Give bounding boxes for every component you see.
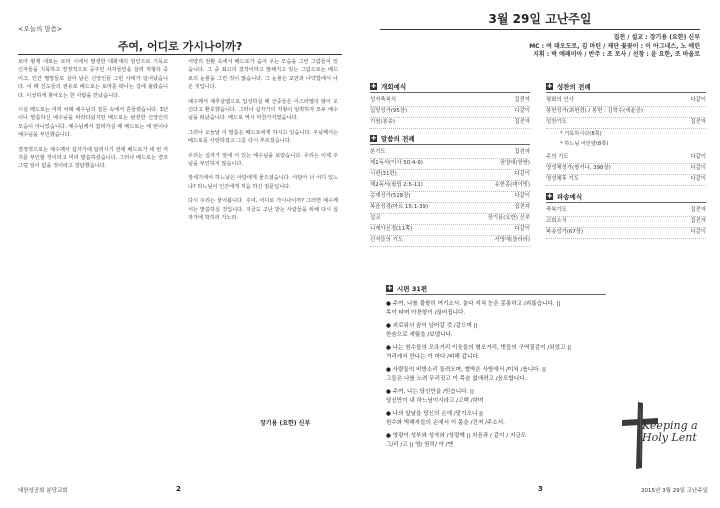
sermon-paragraph: 결정적으로는 예수께서 십자가에 달리시기 전에 베드로가 세 번 저지를 부인할 것이라고 미리 말씀하셨습니다. 그러나 베드로는 결코 그럴 일이 없을 것이라고 장담했습니다. [18, 146, 168, 170]
order-row: 복음성경(마르 15:1-39) 집전자 [370, 202, 530, 214]
psalm-text [386, 300, 606, 450]
section-divider [546, 92, 706, 93]
word-section-heading: ✚ 말씀의 전례 [370, 135, 415, 143]
order-row: 주의 기도 다같이 [546, 152, 706, 164]
psalm-line: ● 주여, 나를 불쌍히 여기소서. 울다 지쳐 눈은 몽롱하고 /괴롭습니다. || [386, 301, 561, 307]
sermon-paragraph: 예수께서 예루살렘으로 입성하실 때 군중들은 이스라엘의 왕이 오신다고 환호했습니다. 그러나 십자가의 처형이 임박하자 모두 예수님을 떠났습니다. 베드로 역시 마찬가지였습니다. [188, 98, 338, 122]
order-row: 설교 장기용(요한) 신부 [370, 213, 530, 225]
psalm-line: 그/리 /고 || 영/ 원히/ 아 /멘 [386, 442, 454, 448]
date-footer: 2015년 3월 29일 고난주일 [641, 488, 708, 494]
sermon-paragraph: 그러나 오늘날 이 말씀은 베드로에게 하시고 있습니다. 주님께서는 베드로를 사랑하셨고 그를 다시 부르셨습니다. [188, 129, 338, 145]
sermon-title: 주여, 어디로 가시나이까? [117, 40, 243, 53]
credit-line: 지휘 : 박 에레미아 / 반주 : 조 로사 / 선창 : 윤 요한, 조 바울로 [533, 51, 700, 58]
title-divider [18, 54, 342, 55]
psalm-line: ● 영광이 성부와 성자와 /성령께 || 처음과 / 같이 / 지금도 [386, 433, 527, 439]
psalm-line: 거리에서 만나는 이 마다 /피해 갑니다. [386, 354, 480, 360]
psalm-line: 원수와 박해자들의 손에서 이 몸을 /건져 /주소서. [386, 420, 505, 426]
order-row: 영성체성가(쌍거나, 398장) 다같이 [546, 163, 706, 175]
psalm-line: ● 나의 앞날을 당신의 손에 /맡기오니 || [386, 411, 483, 417]
order-row: 축복기도 집전자 [546, 205, 706, 217]
order-row: 층계성가(528장) 다같이 [370, 191, 530, 203]
psalm-line: 한숨으로 세월을 /보냅니다. [386, 332, 453, 338]
section-divider [370, 144, 530, 145]
eucharist-section-heading: ✚ 성찬의 전례 [546, 83, 591, 91]
psalm-line: ● 주여, 나는 당신만을 /믿습니다. || [386, 389, 474, 395]
church-name-footer: 대한성공회 분당교회 [18, 488, 68, 494]
page-number: 3 [538, 485, 543, 493]
order-row: 신자들의 기도 서영애(클라라) [370, 235, 530, 247]
section-divider [386, 294, 606, 295]
order-row: 제2독서(필립 2:5-11) 유현종(데이빗) [370, 180, 530, 192]
sermon-paragraph: 시실 베드로는 여러 차례 예수님의 질문 속에서 흔들렸습니다. 3년이나 말씀하신 예수님을 따라다녔지만 베드로는 완전한 신앙인의 모습이 아니었습니다. 예수님께서 잡혀가실 때 베드로는 세 번이나 예수님을 부인했습니다. [18, 107, 168, 139]
opening-section-heading: ✚ 개회예식 [370, 83, 407, 91]
credit-line: 집전 / 설교 : 장기용 (요한) 신부 [613, 34, 700, 41]
cross-marker-icon: ✚ [386, 285, 393, 292]
order-row: 니케아신경(11쪽) 다같이 [370, 224, 530, 236]
order-row: 성자축복식 집전자 [370, 95, 530, 107]
sermon-column-2 [188, 58, 338, 229]
credit-line: MC : 여 데오도로, 김 마틴 / 제단 꽃꽂이 : 이 아그네스, 노 애린 [529, 42, 700, 50]
sermon-paragraph: 장세기에서 하느님은 아담에게 물으셨습니다. 아담아 너 어디 있느냐? 하느님이 인간에게 처음 하신 질문입니다. [188, 175, 338, 190]
section-divider [370, 92, 530, 93]
liturgy-title: 3월 29일 고난주일 [488, 12, 592, 26]
order-row: 기원(봉송) 집전자 [370, 117, 530, 129]
dismissal-section-heading: ✚ 파송예식 [546, 193, 583, 201]
order-row: 평화의 인사 다같이 [546, 95, 706, 107]
order-row: 입당성가(95장) 다같이 [370, 106, 530, 118]
sermon-column-1 [18, 58, 168, 177]
sermon-paragraph: 우리는 십자가 앞에 서 있는 예수님을 보았습니다. 우리는 이제 주님을 부인하지 않습니다. [188, 152, 338, 168]
eucharist-note: * 하느님 어린양(8쪽) [560, 141, 609, 147]
order-row: 본기도 집전자 [370, 147, 530, 159]
order-row: 시편(31편) 다같이 [370, 169, 530, 181]
cross-marker-icon: ✚ [546, 83, 553, 90]
psalm-line: 그들은 나를 노려 무리짓고 이 목숨 없애려고 /음모합니다. [386, 376, 527, 382]
sermon-paragraph: 다시 우리는 물어봅니다. 주여, 어디로 가시나이까? 그러면 예수께서는 말씀하실 것입니다. 지금도 고난 받는 사람들을 위해 다시 십자가에 박히러 가노라. [188, 198, 338, 222]
cross-marker-icon: ✚ [546, 193, 553, 200]
order-row: 교회소식 집전자 [546, 216, 706, 228]
eucharist-note: * 거룩하시다(8쪽) [560, 131, 602, 137]
psalm-line: 당신만이 내 하느님이시라고 /고백 /하며 [386, 398, 484, 404]
lent-caption: Keeping a Holy Lent [642, 419, 698, 444]
cross-marker-icon: ✚ [370, 135, 377, 142]
order-row: 파송성가(67장) 다같이 [546, 227, 706, 239]
page-number: 2 [176, 485, 181, 493]
order-row: 봉헌성가(최헌경) / 봉헌 : 김학수(세윤공) [546, 106, 706, 118]
right-page [360, 0, 720, 508]
service-credits [380, 34, 700, 60]
order-row: 영성체후 기도 다같이 [546, 174, 706, 186]
section-divider [546, 202, 706, 203]
section-tag: <오늘의 말씀> [18, 25, 63, 33]
order-row: 제1독서(이사 50:4-9) 권영대(쌍쌍) [370, 158, 530, 170]
psalm-line: ● 나는 원수들의 모욕거리 이웃들의 혐오거리, 벗들의 구역질감이 /되었고 || [386, 345, 572, 351]
order-row: 성찬기도 집전자 [546, 117, 706, 129]
cross-marker-icon: ✚ [370, 83, 377, 90]
title-divider [380, 29, 700, 30]
psalm-line: ● 사람들의 비방소리 들려오며, 협박은 사방에서 /미쳐 /옵니다. || [386, 367, 546, 373]
psalm-section-heading: ✚ 시편 31편 [386, 285, 428, 293]
psalm-line: ● 괴로워서 숨이 넘어갈 것 /같으며 || [386, 323, 478, 329]
sermon-signature: 장기용 (요한) 신부 [260, 420, 311, 427]
sermon-paragraph: 로마 황제 네로는 로마 시에서 발생한 대화재의 원인으로 기독교 신자들을 지목하고 결정적으로 공주인 사자들만을 살려 처형의 죽이고, 인간 멸망들로 살아 남은 신앙인들 그런 사태가 일어났습니다. 이 때 신도들의 권유로 베드로는 로마를 떠나는 길에 올랐습니다. 이상하게 찾아오는 한 사람을 만났습니다. [18, 59, 168, 99]
sermon-paragraph: 서양의 전환 속에서 베드로가 숨어 우는 모습을 그린 그림들이 있습니다. 그 중 최고의 걸작이라고 말해지고 있는 그림으로는 베드로의 눈물을 그린 것이 많습니다. 그 눈물은 교만과 나약함에서 나온 것입니다. [188, 59, 338, 91]
psalm-line: 목이 타며 아찬항이 /끊어집니다. [386, 310, 466, 316]
